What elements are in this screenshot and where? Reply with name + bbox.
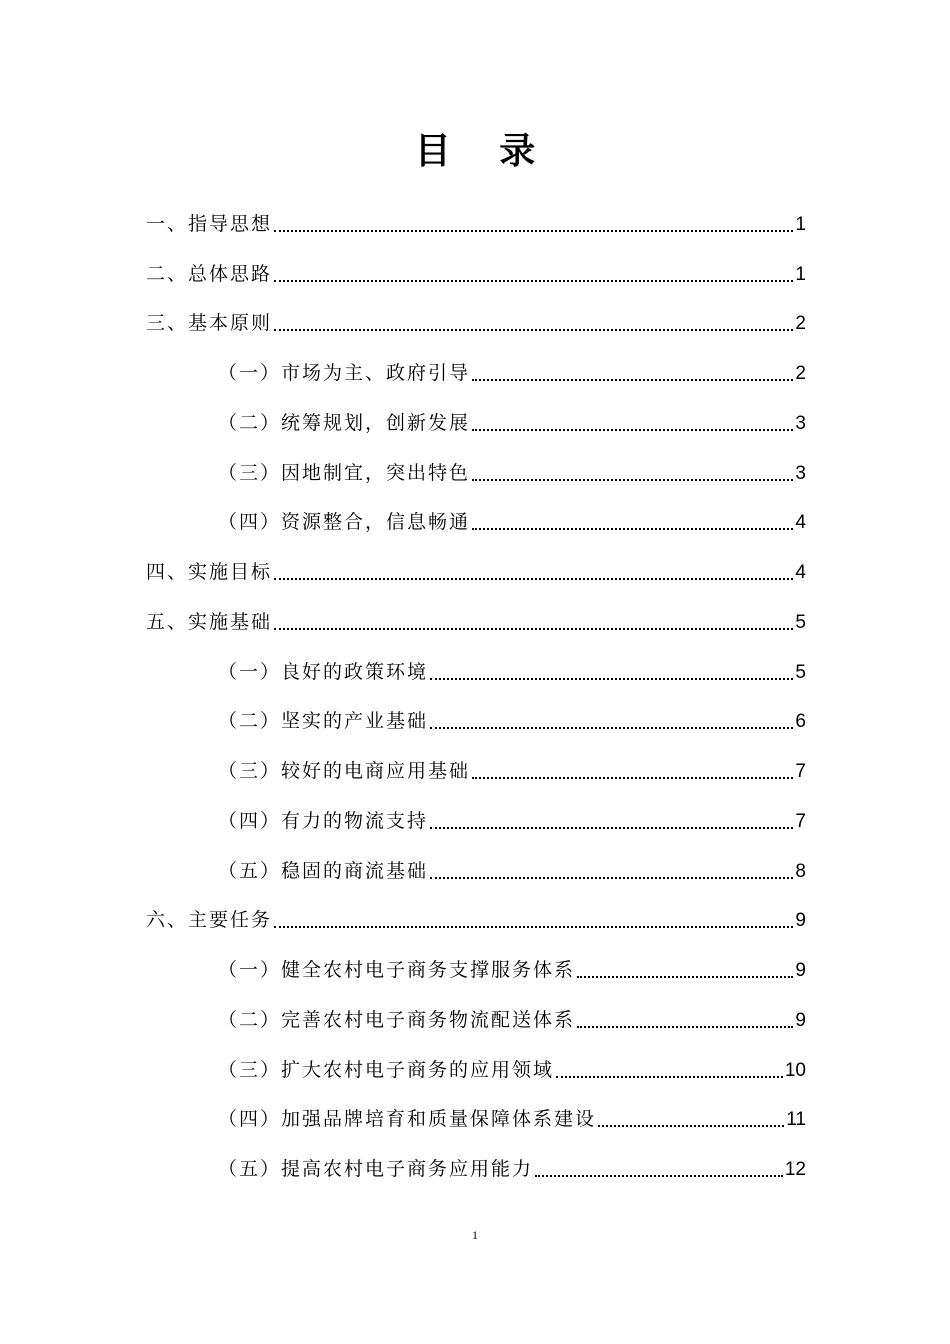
toc-entry-label: 六、主要任务 [146, 909, 273, 932]
toc-leader-dots [577, 976, 793, 978]
toc-entry-label: （五）提高农村电子商务应用能力 [218, 1158, 534, 1180]
toc-entry-label: （三）因地制宜，突出特色 [218, 461, 471, 484]
toc-leader-dots [472, 429, 793, 431]
toc-entry-label: （三）扩大农村电子商务的应用领域 [218, 1058, 555, 1081]
toc-entry[interactable] [146, 447, 806, 497]
toc-entry-page: 4 [795, 512, 806, 534]
toc-entry[interactable] [146, 497, 806, 547]
toc-leader-dots [430, 678, 793, 680]
toc-entry[interactable] [146, 745, 806, 795]
toc-entry[interactable] [146, 546, 806, 596]
toc-entry-label: （四）加强品牌培育和质量保障体系建设 [218, 1108, 597, 1131]
toc-entry-label: （五）稳固的商流基础 [218, 859, 429, 882]
toc-entry-page: 5 [795, 611, 806, 633]
toc-entry[interactable] [146, 696, 806, 746]
toc-entry-label: （一）良好的政策环境 [218, 660, 429, 683]
toc-entry[interactable] [146, 646, 806, 696]
toc-entry-page: 9 [795, 960, 806, 981]
toc-entry[interactable] [146, 1044, 806, 1094]
toc-leader-dots [472, 479, 793, 481]
toc-leader-dots [274, 230, 793, 232]
toc-entry[interactable] [146, 1143, 806, 1193]
toc-entry-page: 1 [795, 213, 806, 235]
toc-entry-label: （四）资源整合，信息畅通 [218, 511, 471, 534]
toc-entry-label: （二）完善农村电子商务物流配送体系 [218, 1008, 576, 1031]
toc-entry[interactable] [146, 845, 806, 895]
toc-entry-page: 1 [795, 263, 806, 285]
toc-entry-page: 2 [795, 313, 806, 335]
toc-leader-dots [274, 578, 793, 580]
toc-entry[interactable] [146, 895, 806, 945]
toc-leader-dots [535, 1175, 783, 1177]
toc-leader-dots [472, 379, 793, 381]
toc-entry-label: 二、总体思路 [146, 262, 273, 285]
toc-entry-page: 7 [795, 810, 806, 832]
toc-entry-page: 2 [795, 363, 806, 384]
toc-entry[interactable] [146, 944, 806, 994]
toc-leader-dots [598, 1125, 784, 1127]
toc-entry-label: 四、实施目标 [146, 561, 273, 583]
toc-leader-dots [577, 1026, 793, 1028]
toc-entry[interactable] [146, 397, 806, 447]
toc-entry-page: 5 [795, 661, 806, 683]
toc-entry[interactable] [146, 596, 806, 646]
toc-entry-label: （二）坚实的产业基础 [218, 710, 429, 733]
toc-entry[interactable] [146, 994, 806, 1044]
toc-entry[interactable] [146, 795, 806, 845]
toc-leader-dots [430, 877, 793, 879]
toc-entry-label: （三）较好的电商应用基础 [218, 760, 471, 782]
toc-entry-label: （二）统筹规划，创新发展 [218, 411, 471, 434]
toc-leader-dots [556, 1076, 783, 1078]
toc-entry-page: 10 [784, 1059, 806, 1081]
toc-entry-page: 4 [795, 562, 806, 583]
toc-leader-dots [274, 628, 793, 630]
toc-entry-label: （一）健全农村电子商务支撑服务体系 [218, 959, 576, 981]
toc-leader-dots [430, 827, 793, 829]
toc-entry-page: 3 [795, 462, 806, 484]
toc-leader-dots [430, 727, 793, 729]
toc-entry-page: 12 [784, 1159, 806, 1180]
toc-entry[interactable] [146, 1094, 806, 1144]
toc-entry-page: 9 [795, 910, 806, 932]
toc-entry-label: （四）有力的物流支持 [218, 809, 429, 832]
toc-entry-label: （一）市场为主、政府引导 [218, 362, 471, 384]
toc-leader-dots [274, 926, 793, 928]
toc-leader-dots [274, 280, 793, 282]
toc-entry-page: 3 [795, 412, 806, 434]
toc-entry-page: 6 [795, 711, 806, 733]
toc-entry-label: 五、实施基础 [146, 610, 273, 633]
table-of-contents [146, 198, 806, 1193]
toc-leader-dots [472, 777, 793, 779]
toc-entry-label: 三、基本原则 [146, 312, 273, 335]
page-number: 1 [472, 1228, 478, 1242]
toc-entry[interactable] [146, 198, 806, 248]
toc-entry-page: 9 [795, 1009, 806, 1031]
toc-leader-dots [472, 528, 793, 530]
toc-entry-label: 一、指导思想 [146, 212, 273, 235]
toc-entry[interactable] [146, 248, 806, 298]
page-title: 目 录 [414, 131, 554, 172]
toc-entry[interactable] [146, 347, 806, 397]
toc-entry-page: 8 [795, 860, 806, 882]
toc-leader-dots [274, 329, 793, 331]
toc-entry[interactable] [146, 298, 806, 348]
toc-entry-page: 11 [786, 1109, 806, 1131]
toc-entry-page: 7 [795, 761, 806, 782]
